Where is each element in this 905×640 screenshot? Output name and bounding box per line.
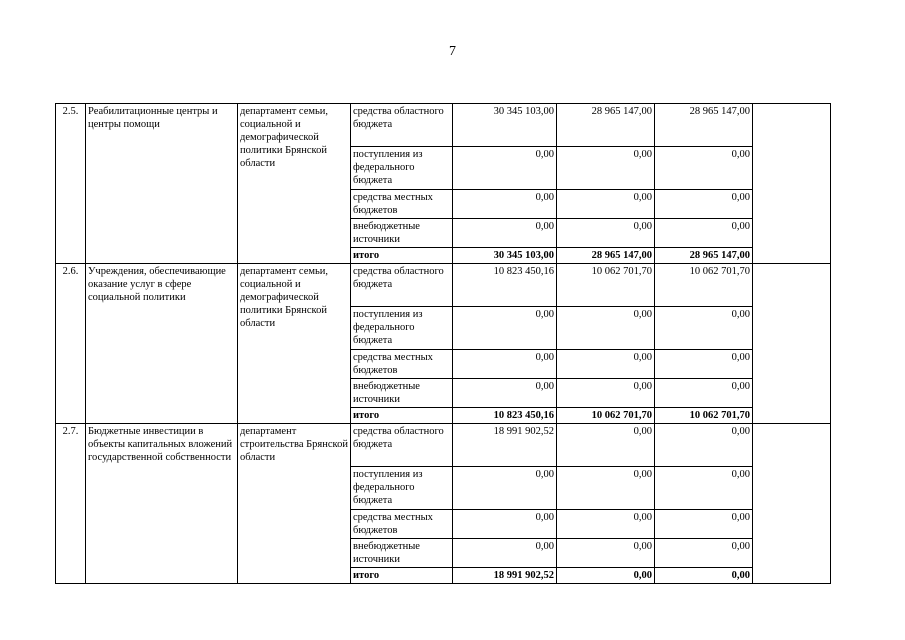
section-executor: департамент семьи, социальной и демографической политики Брянской области (238, 104, 351, 264)
amount-year-2: 0,00 (557, 467, 655, 510)
table-row (56, 104, 831, 147)
amount-year-1: 0,00 (453, 467, 557, 510)
funding-source: поступления из федерального бюджета (351, 307, 453, 350)
funding-source: средства местных бюджетов (351, 510, 453, 539)
amount-year-3: 10 062 701,70 (655, 408, 753, 424)
funding-source: внебюджетные источники (351, 219, 453, 248)
budget-table (55, 103, 831, 584)
amount-year-3: 0,00 (655, 568, 753, 584)
amount-year-3: 0,00 (655, 190, 753, 219)
amount-year-2: 0,00 (557, 307, 655, 350)
amount-year-1: 0,00 (453, 510, 557, 539)
table-row (56, 264, 831, 307)
amount-year-2: 28 965 147,00 (557, 104, 655, 147)
amount-year-1: 0,00 (453, 307, 557, 350)
funding-source: внебюджетные источники (351, 539, 453, 568)
amount-year-2: 10 062 701,70 (557, 264, 655, 307)
amount-year-3: 0,00 (655, 350, 753, 379)
section-number: 2.6. (56, 264, 86, 424)
amount-year-1: 0,00 (453, 147, 557, 190)
amount-year-1: 30 345 103,00 (453, 104, 557, 147)
section-executor: департамент семьи, социальной и демографической политики Брянской области (238, 264, 351, 424)
section-name: Учреждения, обеспечивающие оказание услуг в сфере социальной политики (86, 264, 238, 424)
amount-year-3: 0,00 (655, 147, 753, 190)
section-number: 2.7. (56, 424, 86, 584)
amount-year-1: 0,00 (453, 190, 557, 219)
funding-source: средства местных бюджетов (351, 350, 453, 379)
funding-source: средства областного бюджета (351, 264, 453, 307)
amount-year-1: 0,00 (453, 219, 557, 248)
section-name: Бюджетные инвестиции в объекты капитальных вложений государственной собственности (86, 424, 238, 584)
funding-source-total: итого (351, 568, 453, 584)
funding-source: поступления из федерального бюджета (351, 467, 453, 510)
amount-year-3: 28 965 147,00 (655, 248, 753, 264)
funding-source: средства областного бюджета (351, 104, 453, 147)
section-name: Реабилитационные центры и центры помощи (86, 104, 238, 264)
amount-year-1: 0,00 (453, 350, 557, 379)
section-executor: департамент строительства Брянской области (238, 424, 351, 584)
amount-year-2: 0,00 (557, 424, 655, 467)
amount-year-2: 10 062 701,70 (557, 408, 655, 424)
amount-year-3: 0,00 (655, 510, 753, 539)
funding-source: поступления из федерального бюджета (351, 147, 453, 190)
funding-source-total: итого (351, 248, 453, 264)
amount-year-3: 0,00 (655, 467, 753, 510)
amount-year-1: 30 345 103,00 (453, 248, 557, 264)
empty-cell (753, 104, 831, 264)
section-number: 2.5. (56, 104, 86, 264)
amount-year-3: 28 965 147,00 (655, 104, 753, 147)
amount-year-2: 0,00 (557, 379, 655, 408)
amount-year-1: 18 991 902,52 (453, 568, 557, 584)
amount-year-3: 0,00 (655, 424, 753, 467)
amount-year-2: 28 965 147,00 (557, 248, 655, 264)
amount-year-2: 0,00 (557, 510, 655, 539)
funding-source: средства местных бюджетов (351, 190, 453, 219)
amount-year-1: 10 823 450,16 (453, 264, 557, 307)
amount-year-3: 0,00 (655, 379, 753, 408)
amount-year-2: 0,00 (557, 568, 655, 584)
amount-year-3: 0,00 (655, 307, 753, 350)
amount-year-2: 0,00 (557, 350, 655, 379)
table-row (56, 424, 831, 467)
amount-year-2: 0,00 (557, 539, 655, 568)
amount-year-2: 0,00 (557, 219, 655, 248)
amount-year-1: 0,00 (453, 379, 557, 408)
amount-year-3: 10 062 701,70 (655, 264, 753, 307)
funding-source: внебюджетные источники (351, 379, 453, 408)
amount-year-2: 0,00 (557, 147, 655, 190)
amount-year-2: 0,00 (557, 190, 655, 219)
amount-year-1: 18 991 902,52 (453, 424, 557, 467)
page-number: 7 (449, 44, 456, 59)
funding-source: средства областного бюджета (351, 424, 453, 467)
amount-year-3: 0,00 (655, 539, 753, 568)
amount-year-1: 10 823 450,16 (453, 408, 557, 424)
funding-source-total: итого (351, 408, 453, 424)
empty-cell (753, 264, 831, 424)
empty-cell (753, 424, 831, 584)
amount-year-1: 0,00 (453, 539, 557, 568)
amount-year-3: 0,00 (655, 219, 753, 248)
